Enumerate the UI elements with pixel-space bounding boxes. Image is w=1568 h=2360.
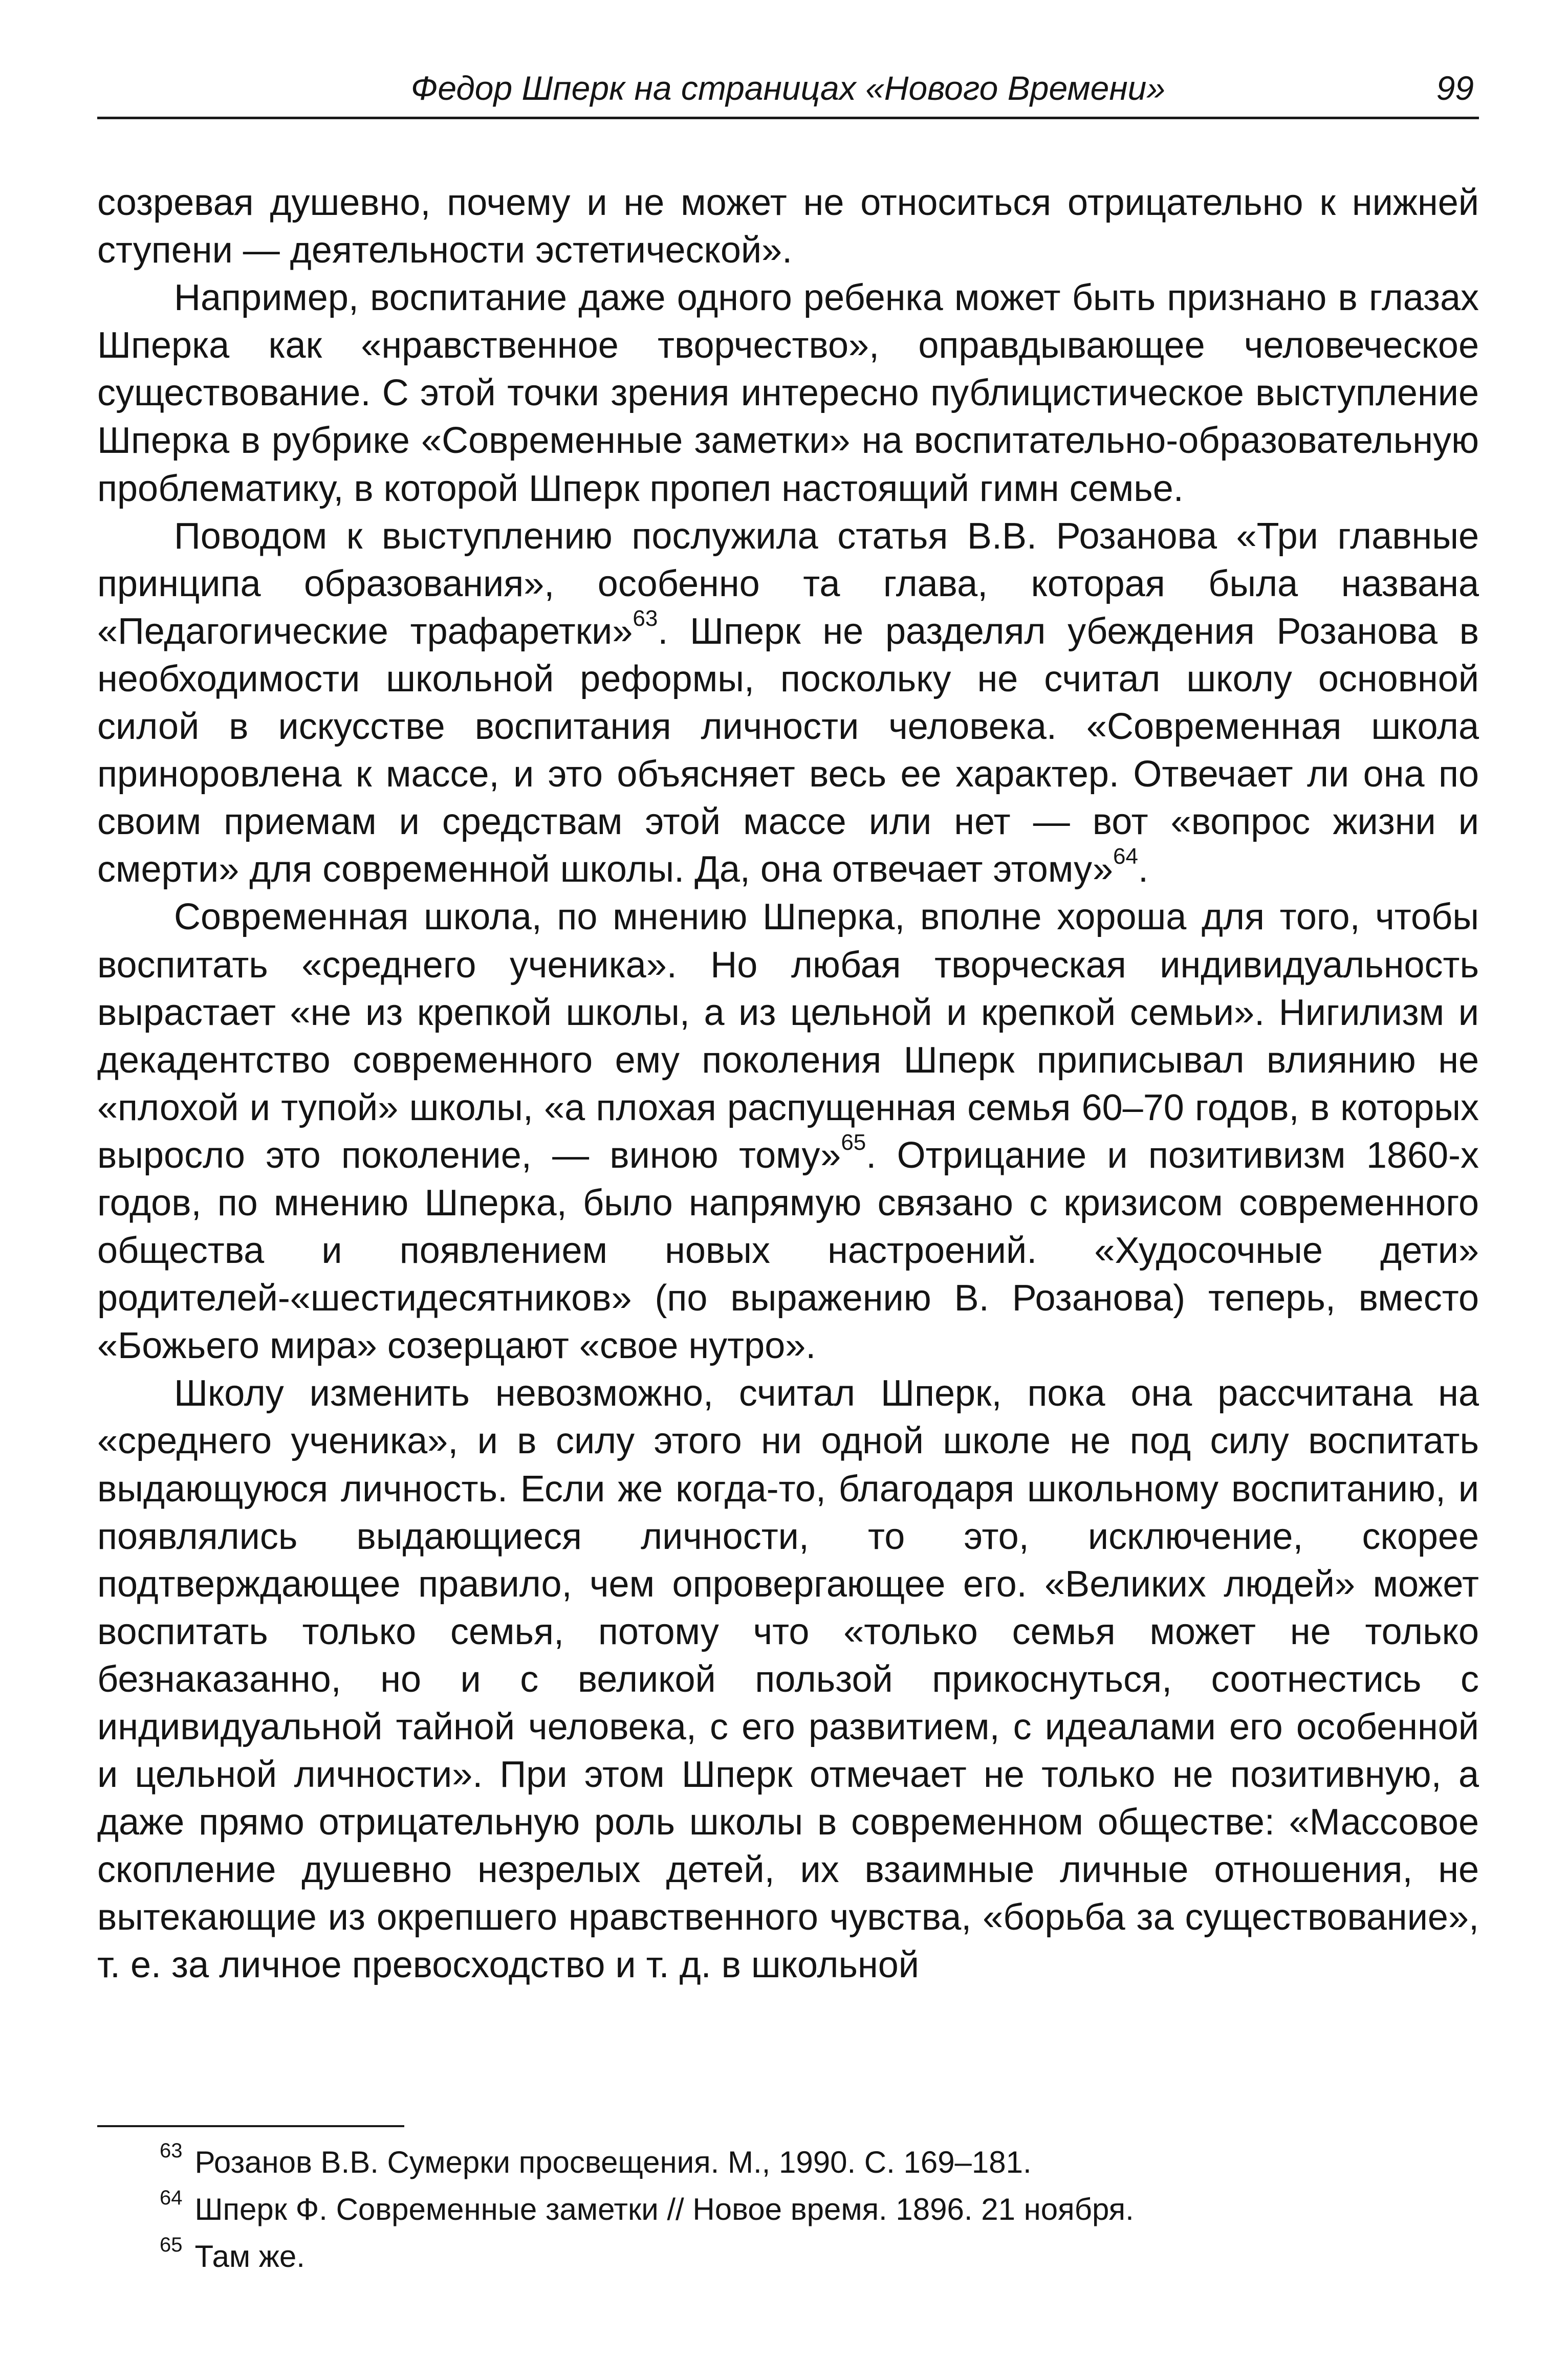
paragraph-text: созревая душевно, почему и не может не относиться отрицательно к нижней ступени — деятельности эстетической». [97,182,1479,271]
running-title: Федор Шперк на страницах «Нового Времени» [410,69,1166,107]
footnote-number: 63 [160,2139,183,2162]
footnote-ref-64[interactable]: 64 [1113,844,1138,869]
footnote-64 [97,2186,1479,2233]
body-text [97,179,1479,1990]
footnote-text: Шперк Ф. Современные заметки // Новое время. 1896. 21 ноября. [194,2192,1134,2226]
paragraph-text: . [1138,849,1148,890]
footnote-text: Розанов В.В. Сумерки просвещения. М., 1990. С. 169–181. [194,2145,1032,2179]
paragraph-text: . Шперк не разделял убеждения Розанова в необходимости школьной реформы, поскольку не считал школу основной силой в искусстве воспитания личности человека. «Современная школа приноровлена к массе, и это объясняет весь ее характер. Отвечает ли она по своим приемам и средствам этой массе или нет — вот «вопрос жизни и смерти» для современной школы. Да, она отвечает этому» [97,610,1479,890]
paragraph-continuation [97,179,1479,274]
running-header [97,60,1479,119]
paragraph-text: Поводом к выступлению послужила статья В.В. Розанова «Три главные принципа образования», особенно та глава, которая была названа «Педагогические трафаретки» [97,515,1479,652]
paragraph [97,513,1479,894]
page-number: 99 [1436,69,1474,107]
footnote-number: 64 [160,2187,183,2209]
footnote-ref-63[interactable]: 63 [633,605,658,631]
paragraph-text: Например, воспитание даже одного ребенка может быть признано в глазах Шперка как «нравственное творчество», оправдывающее человеческое существование. С этой точки зрения интересно публицистическое выступление Шперка в рубрике «Современные заметки» на воспитательно-образовательную проблематику, в которой Шперк пропел настоящий гимн семье. [97,277,1479,509]
footnote-text: Там же. [194,2239,305,2274]
paragraph-text: . Отрицание и позитивизм 1860-х годов, по мнению Шперка, было напрямую связано с кризисом современного общества и появлением новых настроений. «Худосочные дети» родителей-«шестидесятников» (по выражению В. Розанова) теперь, вместо «Божьего мира» созерцают «свое нутро». [97,1134,1479,1367]
paragraph [97,274,1479,512]
footnotes [97,2139,1479,2280]
paragraph [97,1370,1479,1989]
paragraph [97,893,1479,1370]
footnote-divider [97,2125,404,2127]
footnote-63 [97,2139,1479,2186]
footnote-65 [97,2233,1479,2280]
footnote-number: 65 [160,2234,183,2256]
footnote-ref-65[interactable]: 65 [841,1129,866,1155]
paragraph-text: Современная школа, по мнению Шперка, вполне хороша для того, чтобы воспитать «среднего ученика». Но любая творческая индивидуальность вырастает «не из крепкой школы, а из цельной и крепкой семьи». Нигилизм и декадентство современного ему поколения Шперк приписывал влиянию не «плохой и тупой» школы, «а плохая распущенная семья 60–70 годов, в которых выросло это поколение, — виною тому» [97,897,1479,1176]
paragraph-text: Школу изменить невозможно, считал Шперк, пока она рассчитана на «среднего ученика», и в силу этого ни одной школе не под силу воспитать выдающуюся личность. Если же когда-то, благодаря школьному воспитанию, и появлялись выдающиеся личности, то это, исключение, скорее подтверждающее правило, чем опровергающее его. «Великих людей» может воспитать только семья, потому что «только семья может не только безнаказанно, но и с великой пользой прикоснуться, соотнестись с индивидуальной тайной человека, с его развитием, с идеалами его особенной и цельной личности». При этом Шперк отмечает не только не позитивную, а даже прямо отрицательную роль школы в современном обществе: «Массовое скопление душевно незрелых детей, их взаимные личные отношения, не вытекающие из окрепшего нравственного чувства, «борьба за существование», т. е. за личное превосходство и т. д. в школьной [97,1373,1479,1986]
